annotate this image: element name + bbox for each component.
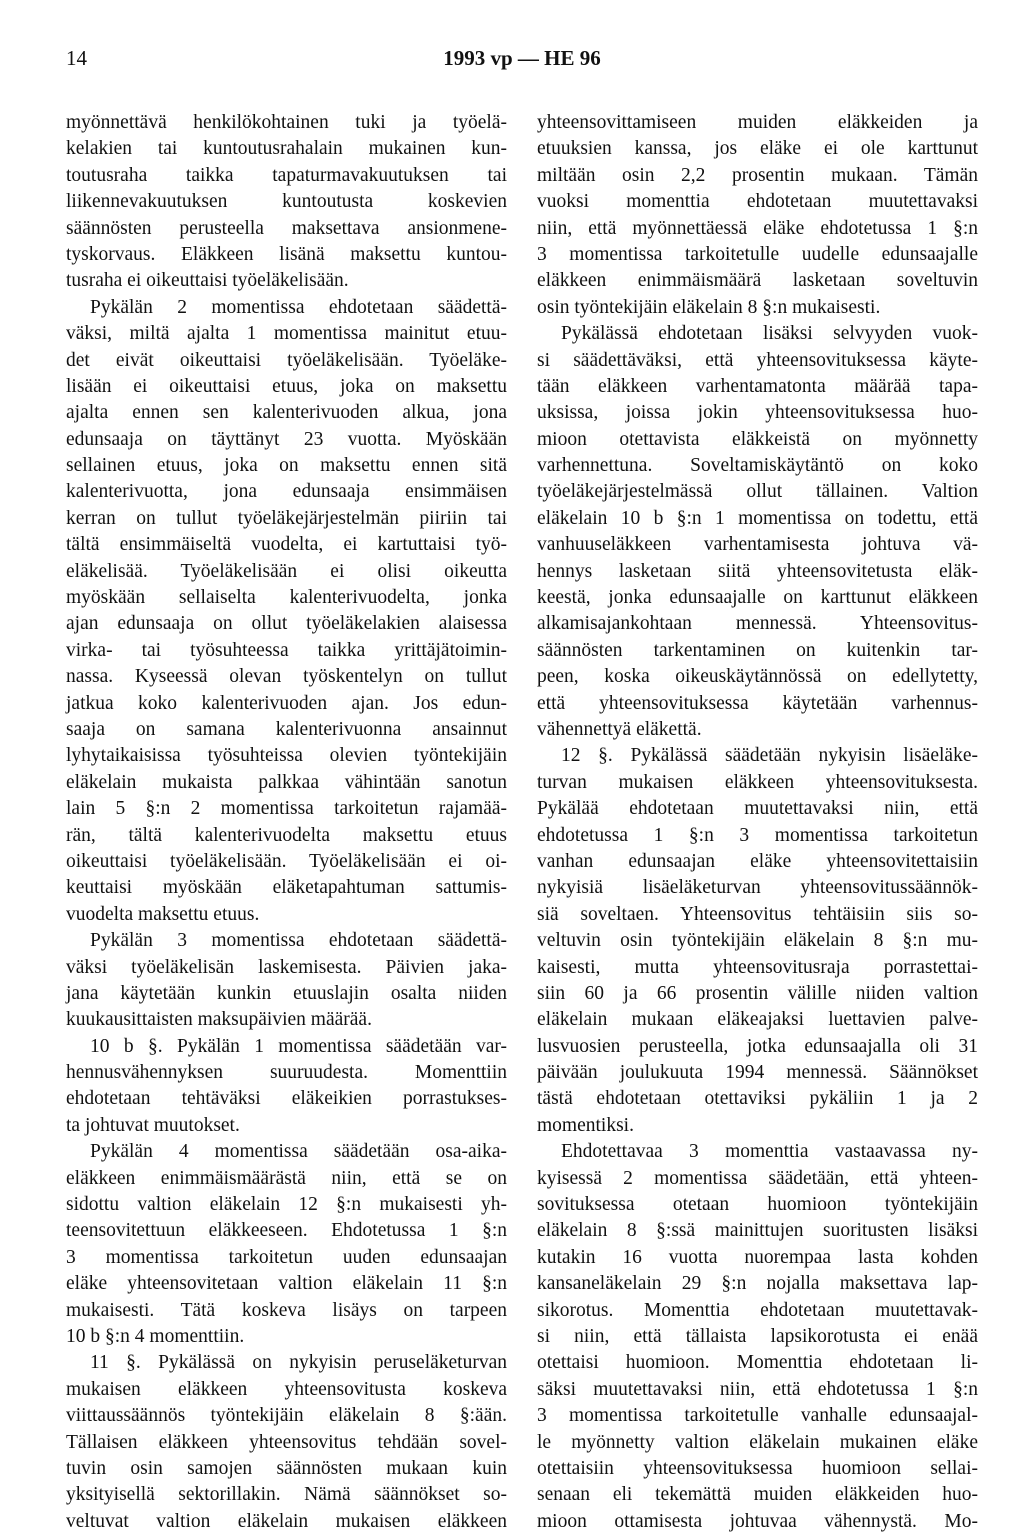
text-line: niin, että myönnettäessä eläke ehdotetussa 1 §:n xyxy=(537,217,978,239)
text-line: ajalta ennen sen kalenterivuoden alkua, jona xyxy=(66,402,507,424)
text-line: hennusvähennyksen suuruudesta. Momenttiin xyxy=(66,1062,507,1084)
text-line: ta johtuvat muutokset. xyxy=(66,1114,240,1136)
text-line: tältä ensimmäiseltä vuodelta, ei kartuttaisi työ- xyxy=(66,534,507,556)
text-line: nykyisiä lisäeläketurvan yhteensovitussäännök- xyxy=(537,877,978,899)
text-line: eläkelain 10 b §:n 1 momentissa on todettu, että xyxy=(537,507,978,529)
text-line: mukaisesti. Tätä koskeva lisäys on tarpeen xyxy=(66,1299,507,1321)
text-line: tään eläkkeen varhentamatonta määrää tapa- xyxy=(537,375,978,397)
text-line: ajan edunsaaja on ollut työeläkelakien alaisessa xyxy=(66,613,507,635)
text-line: 12 §. Pykälässä säädetään nykyisin lisäeläke- xyxy=(561,745,978,767)
text-line: kansaneläkelain 29 §:n nojalla maksettava lap- xyxy=(537,1273,978,1295)
text-line: päivään joulukuuta 1994 mennessä. Säännökset xyxy=(537,1062,978,1084)
text-line: virka- tai työsuhteessa taikka yrittäjätoimin- xyxy=(66,639,507,661)
text-line: senaan eli tekemättä muiden eläkkeiden huo- xyxy=(537,1484,978,1506)
text-line: Tällaisen eläkkeen yhteensovitus tehdään sovel- xyxy=(66,1431,507,1453)
text-line: lusvuosien perusteella, jotka edunsaajalla oli 31 xyxy=(537,1035,978,1057)
left-text-column xyxy=(66,110,507,1535)
text-line: kaisesti, mutta yhteensovitusraja porrastettai- xyxy=(537,956,978,978)
text-line: yhteensovittamiseen muiden eläkkeiden ja xyxy=(537,112,978,133)
text-line: 11 §. Pykälässä on nykyisin peruseläketurvan xyxy=(90,1352,507,1374)
page-header xyxy=(66,46,978,78)
text-line: vanhan edunsaajan eläke yhteensovitettaisiin xyxy=(537,850,978,872)
text-line: hennys lasketaan siitä yhteensovitetusta eläk- xyxy=(537,560,978,582)
text-line: keestä, jonka edunsaajalle on karttunut eläkkeen xyxy=(537,587,978,609)
text-line: mioon ottamisesta johtuvaa vähennystä. Mo- xyxy=(537,1510,978,1532)
text-line: siä soveltaen. Yhteensovitus tehtäisiin siis so- xyxy=(537,903,978,925)
text-line: sovituksessa otetaan huomioon työntekijäin xyxy=(537,1194,978,1216)
text-line: eläkelain mukaan eläkeajaksi luettavien palve- xyxy=(537,1009,978,1031)
text-line: rän, tältä kalenterivuodelta maksettu etuus xyxy=(66,824,507,846)
text-line: momentiksi. xyxy=(537,1114,634,1136)
text-line: kalenterivuotta, jona edunsaaja ensimmäisen xyxy=(66,481,507,503)
text-line: eläke yhteensovitetaan valtion eläkelain 11 §:n xyxy=(66,1273,507,1295)
text-line: siin 60 ja 66 prosentin välille niiden valtion xyxy=(537,982,978,1004)
text-line: oikeuttaisi työeläkelisään. Työeläkelisään ei oi- xyxy=(66,850,507,872)
text-line: tuvin osin samojen säännösten mukaan kuin xyxy=(66,1457,507,1479)
text-line: ehdotetussa 1 §:n 3 momentissa tarkoitetun xyxy=(537,824,978,846)
text-line: sikorotus. Momenttia ehdotetaan muutettavak- xyxy=(537,1299,978,1321)
text-line: eläkkeen enimmäismäärästä niin, että se on xyxy=(66,1167,507,1189)
text-line: tyskorvaus. Eläkkeen lisänä maksettu kuntou- xyxy=(66,243,507,265)
text-line: myönnettävä henkilökohtainen tuki ja työelä- xyxy=(66,112,507,133)
running-title: 1993 vp — HE 96 xyxy=(443,46,601,70)
text-line: etuuksien kanssa, jos eläke ei ole karttunut xyxy=(537,138,978,160)
text-line: säännösten perusteella maksettava ansionmene- xyxy=(66,217,507,239)
text-line: sellainen etuus, joka on maksettu ennen sitä xyxy=(66,455,507,477)
text-line: liikennevakuutuksen kuntoutusta koskevien xyxy=(66,191,507,213)
text-line: edunsaaja on täyttänyt 23 vuotta. Myöskään xyxy=(66,428,507,450)
text-line: mioon otettavista eläkkeistä on myönnetty xyxy=(537,428,978,450)
text-line: myöskään sellaiselta kalenterivuodelta, jonka xyxy=(66,587,507,609)
text-line: lyhytaikaisissa työsuhteissa olevien työntekijäin xyxy=(66,745,507,767)
text-line: eläkkeen enimmäismäärä lasketaan soveltuvin xyxy=(537,270,978,292)
text-line: sidottu valtion eläkelain 12 §:n mukaisesti yh- xyxy=(66,1194,507,1216)
text-line: 10 b §:n 4 momenttiin. xyxy=(66,1325,245,1347)
text-line: 3 momentissa tarkoitetun uuden edunsaajan xyxy=(66,1246,507,1268)
text-line: kutakin 16 vuotta nuorempaa lasta kohden xyxy=(537,1246,978,1268)
text-line: lisään ei oikeuttaisi etuus, joka on maksettu xyxy=(66,375,507,397)
text-line: Pykälää ehdotetaan muutettavaksi niin, että xyxy=(537,798,978,820)
text-line: turvan mukaisen eläkkeen yhteensovituksesta. xyxy=(537,771,978,793)
text-line: lain 5 §:n 2 momentissa tarkoitetun rajamää- xyxy=(66,798,507,820)
text-line: yksityisellä sektorillakin. Nämä säännökset so- xyxy=(66,1484,507,1506)
text-line: että yhteensovituksessa käytetään varhennus- xyxy=(537,692,978,714)
text-line: mukaisen eläkkeen yhteensovitusta koskeva xyxy=(66,1378,507,1400)
text-line: jatkua koko kalenterivuoden ajan. Jos edun- xyxy=(66,692,507,714)
text-line: kelakien tai kuntoutusrahalain mukainen kun- xyxy=(66,138,507,160)
text-line: tusraha ei oikeuttaisi työeläkelisään. xyxy=(66,270,349,292)
right-text-column xyxy=(537,110,978,1535)
text-line: vähennettyä eläkettä. xyxy=(537,718,702,740)
text-line: si niin, että tällaista lapsikorotusta ei enää xyxy=(537,1325,978,1347)
text-line: ehdotetaan tehtäväksi eläkeikien porrastukses- xyxy=(66,1088,507,1110)
text-line: keuttaisi myöskään eläketapahtuman sattumis- xyxy=(66,877,507,899)
text-line: 3 momentissa tarkoitetulle vanhalle edunsaajal- xyxy=(537,1405,978,1427)
text-line: miltään osin 2,2 prosentin mukaan. Tämän xyxy=(537,164,978,186)
text-line: väksi, miltä ajalta 1 momentissa mainitut etuu- xyxy=(66,323,507,345)
text-line: säännösten tarkentaminen on kuitenkin tar- xyxy=(537,639,978,661)
text-line: kerran on tullut työeläkejärjestelmän piiriin tai xyxy=(66,507,507,529)
text-line: alkamisajankohtaan mennessä. Yhteensovitus- xyxy=(537,613,978,635)
text-line: vanhuuseläkkeen varhentamisesta johtuva vä- xyxy=(537,534,978,556)
text-line: säksi muutettavaksi niin, että ehdotetussa 1 §:n xyxy=(537,1378,978,1400)
text-line: toutusraha taikka tapaturmavakuutuksen tai xyxy=(66,164,507,186)
text-line: nassa. Kyseessä olevan työskentelyn on tullut xyxy=(66,666,507,688)
text-line: työeläkejärjestelmässä ollut tällainen. Valtion xyxy=(537,481,978,503)
text-line: 3 momentissa tarkoitetulle uudelle edunsaajalle xyxy=(537,243,978,265)
text-line: otettaisi huomioon. Momenttia ehdotetaan li- xyxy=(537,1352,978,1374)
text-line: teensovitettuun eläkkeeseen. Ehdotetussa 1 §:n xyxy=(66,1220,507,1242)
text-line: jana käytetään kunkin etuuslajin osalta niiden xyxy=(66,982,507,1004)
text-line: eläkelisää. Työeläkelisään ei olisi oikeutta xyxy=(66,560,507,582)
text-line: le myönnetty valtion eläkelain mukainen eläke xyxy=(537,1431,978,1453)
text-line: otettaisiin yhteensovituksessa huomioon sellai- xyxy=(537,1457,978,1479)
text-line: tästä ehdotetaan otettaviksi pykäliin 1 ja 2 xyxy=(537,1088,978,1110)
text-line: Pykälän 4 momentissa säädetään osa-aika- xyxy=(90,1141,507,1163)
page-number: 14 xyxy=(66,46,87,70)
text-line: varhennettuna. Soveltamiskäytäntö on koko xyxy=(537,455,978,477)
text-line: si säädettäväksi, että yhteensovituksessa käyte- xyxy=(537,349,978,371)
text-line: veltuvat valtion eläkelain mukaisen eläkkeen xyxy=(66,1510,507,1532)
text-line: det eivät oikeuttaisi työeläkelisään. Työeläke- xyxy=(66,349,507,371)
text-line: 10 b §. Pykälän 1 momentissa säädetään var- xyxy=(90,1035,507,1057)
text-line: väksi työeläkelisän laskemisesta. Päivien jaka- xyxy=(66,956,507,978)
text-line: Ehdotettavaa 3 momenttia vastaavassa ny- xyxy=(561,1141,978,1163)
text-line: osin työntekijäin eläkelain 8 §:n mukaisesti. xyxy=(537,296,881,318)
text-line: eläkelain mukaista palkkaa vähintään sanotun xyxy=(66,771,507,793)
text-line: vuodelta maksettu etuus. xyxy=(66,903,260,925)
text-line: Pykälässä ehdotetaan lisäksi selvyyden vuok- xyxy=(561,323,978,345)
text-line: kyisessä 2 momentissa säädetään, että yhteen- xyxy=(537,1167,978,1189)
text-line: eläkelain 8 §:ssä mainittujen suoritusten lisäksi xyxy=(537,1220,978,1242)
text-line: Pykälän 3 momentissa ehdotetaan säädettä- xyxy=(90,930,507,952)
text-line: kuukausittaisten maksupäivien määrää. xyxy=(66,1009,372,1031)
text-line: uksissa, joissa jokin yhteensovituksessa huo- xyxy=(537,402,978,424)
text-line: viittaussäännös työntekijäin eläkelain 8 §:ään. xyxy=(66,1405,507,1427)
text-line: vuoksi momenttia ehdotetaan muutettavaksi xyxy=(537,191,978,213)
text-line: saaja on samana kalenterivuonna ansainnut xyxy=(66,718,507,740)
text-line: Pykälän 2 momentissa ehdotetaan säädettä- xyxy=(90,296,507,318)
text-line: veltuvin osin työntekijäin eläkelain 8 §:n mu- xyxy=(537,930,978,952)
text-line: peen, koska oikeuskäytännössä on edellytetty, xyxy=(537,666,978,688)
